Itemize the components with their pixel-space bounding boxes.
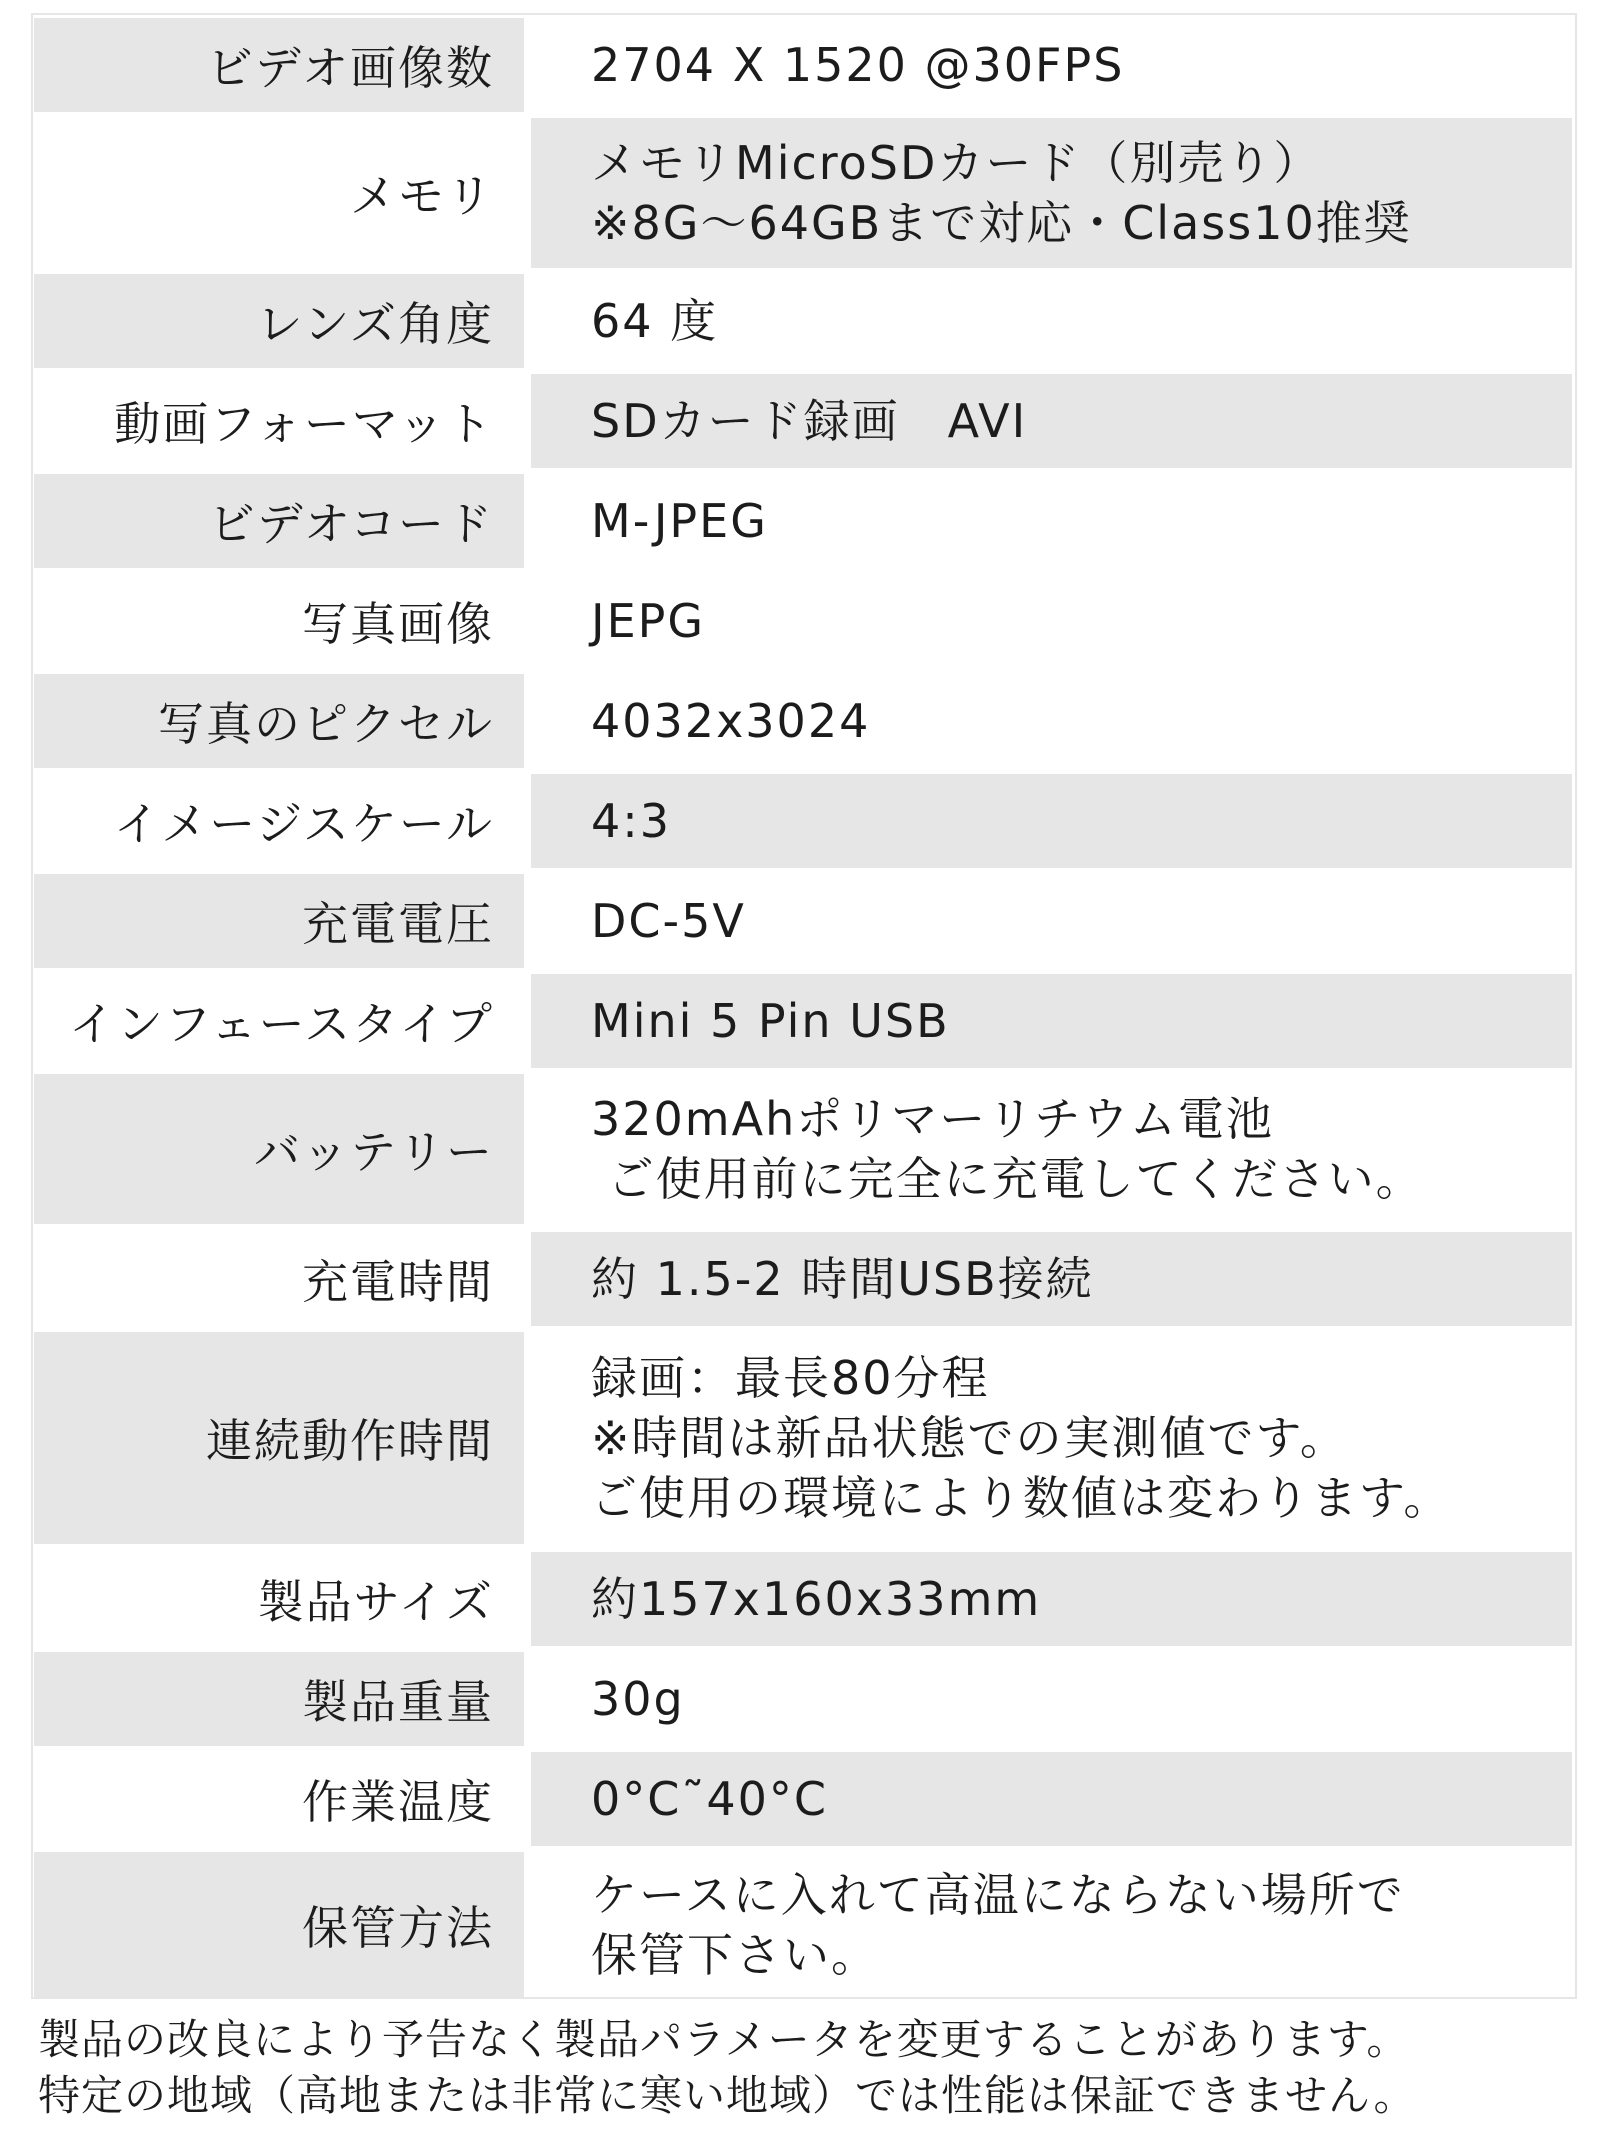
spec-label: 作業温度 bbox=[302, 1775, 494, 1829]
spec-label: イメージスケール bbox=[113, 797, 494, 851]
spec-label: ビデオ画像数 bbox=[34, 18, 524, 112]
spec-value-line: 320mAhポリマーリチウム電池 bbox=[591, 1092, 1274, 1146]
spec-row bbox=[34, 674, 1572, 768]
spec-value bbox=[531, 974, 1572, 1068]
spec-value bbox=[531, 474, 1572, 568]
spec-value bbox=[531, 574, 1572, 668]
spec-value bbox=[531, 774, 1572, 868]
spec-value-line: 64 度 bbox=[591, 294, 719, 348]
spec-label: 保管方法 bbox=[34, 1852, 524, 1998]
spec-value-line: メモリMicroSDカード（別売り） bbox=[591, 136, 1322, 190]
spec-value-line: 録画：最長80分程 bbox=[591, 1351, 990, 1405]
spec-value-line: JEPG bbox=[591, 594, 706, 648]
footer-note bbox=[38, 2012, 1568, 2124]
spec-row bbox=[34, 774, 1572, 868]
spec-value bbox=[531, 374, 1572, 468]
spec-value-line: 約157x160x33mm bbox=[591, 1572, 1042, 1626]
footer-line: 特定の地域（高地または非常に寒い地域）では性能は保証できません。 bbox=[38, 2071, 1417, 2120]
spec-row bbox=[34, 274, 1572, 368]
spec-value bbox=[531, 874, 1572, 968]
spec-label: ビデオコード bbox=[34, 474, 524, 568]
spec-value bbox=[531, 1752, 1572, 1846]
spec-value bbox=[531, 674, 1572, 768]
spec-row bbox=[34, 118, 1572, 268]
spec-value-line: 4:3 bbox=[591, 794, 672, 848]
spec-value-line: 約 1.5-2 時間USB接続 bbox=[591, 1252, 1094, 1306]
spec-label: メモリ bbox=[350, 169, 494, 223]
spec-row bbox=[34, 1552, 1572, 1646]
spec-value-line: DC-5V bbox=[591, 894, 746, 948]
spec-label: 充電電圧 bbox=[34, 874, 524, 968]
spec-value-line: 保管下さい。 bbox=[591, 1928, 879, 1982]
spec-value bbox=[531, 274, 1572, 368]
spec-value-line: Mini 5 Pin USB bbox=[591, 994, 950, 1048]
spec-row bbox=[34, 1332, 1572, 1544]
spec-value-line: ご使用前に完全に充電してください。 bbox=[591, 1152, 1424, 1206]
spec-label: インフェースタイプ bbox=[68, 997, 494, 1051]
spec-label: 充電時間 bbox=[302, 1255, 494, 1309]
spec-value-line: 0°C˜40°C bbox=[591, 1772, 829, 1826]
spec-row bbox=[34, 474, 1572, 568]
spec-value-line: ケースに入れて高温にならない場所で bbox=[591, 1868, 1405, 1922]
spec-value bbox=[531, 1552, 1572, 1646]
spec-label: 製品サイズ bbox=[257, 1575, 494, 1629]
spec-value bbox=[531, 1232, 1572, 1326]
spec-value-line: SDカード録画 AVI bbox=[591, 394, 1028, 448]
spec-value bbox=[531, 1332, 1572, 1544]
spec-row bbox=[34, 374, 1572, 468]
spec-row bbox=[34, 1074, 1572, 1224]
spec-row bbox=[34, 874, 1572, 968]
spec-value bbox=[531, 18, 1572, 112]
spec-row bbox=[34, 1752, 1572, 1846]
spec-label: 写真のピクセル bbox=[34, 674, 524, 768]
spec-label: 動画フォーマット bbox=[114, 397, 494, 451]
spec-label: 製品重量 bbox=[34, 1652, 524, 1746]
spec-value bbox=[531, 1852, 1572, 1998]
spec-value bbox=[531, 118, 1572, 268]
spec-label: レンズ角度 bbox=[34, 274, 524, 368]
spec-row bbox=[34, 1652, 1572, 1746]
spec-row bbox=[34, 574, 1572, 668]
spec-value-line: ご使用の環境により数値は変わります。 bbox=[591, 1471, 1452, 1525]
spec-value-line: ※8G〜64GBまで対応・Class10推奨 bbox=[591, 196, 1412, 250]
spec-row bbox=[34, 1852, 1572, 1998]
spec-value bbox=[531, 1074, 1572, 1224]
footer-line: 製品の改良により予告なく製品パラメータを変更することがあります。 bbox=[38, 2015, 1410, 2064]
spec-value-line: M-JPEG bbox=[591, 494, 768, 548]
spec-value-line: 4032x3024 bbox=[591, 694, 871, 748]
spec-label: バッテリー bbox=[34, 1074, 524, 1224]
spec-row bbox=[34, 1232, 1572, 1326]
spec-row bbox=[34, 974, 1572, 1068]
spec-row bbox=[34, 18, 1572, 112]
spec-value-line: 30g bbox=[591, 1672, 685, 1726]
spec-value-line: ※時間は新品状態での実測値です。 bbox=[591, 1411, 1348, 1465]
spec-value-line: 2704 X 1520 @30FPS bbox=[591, 38, 1125, 92]
spec-label: 連続動作時間 bbox=[34, 1332, 524, 1544]
spec-label: 写真画像 bbox=[302, 597, 494, 651]
spec-value bbox=[531, 1652, 1572, 1746]
